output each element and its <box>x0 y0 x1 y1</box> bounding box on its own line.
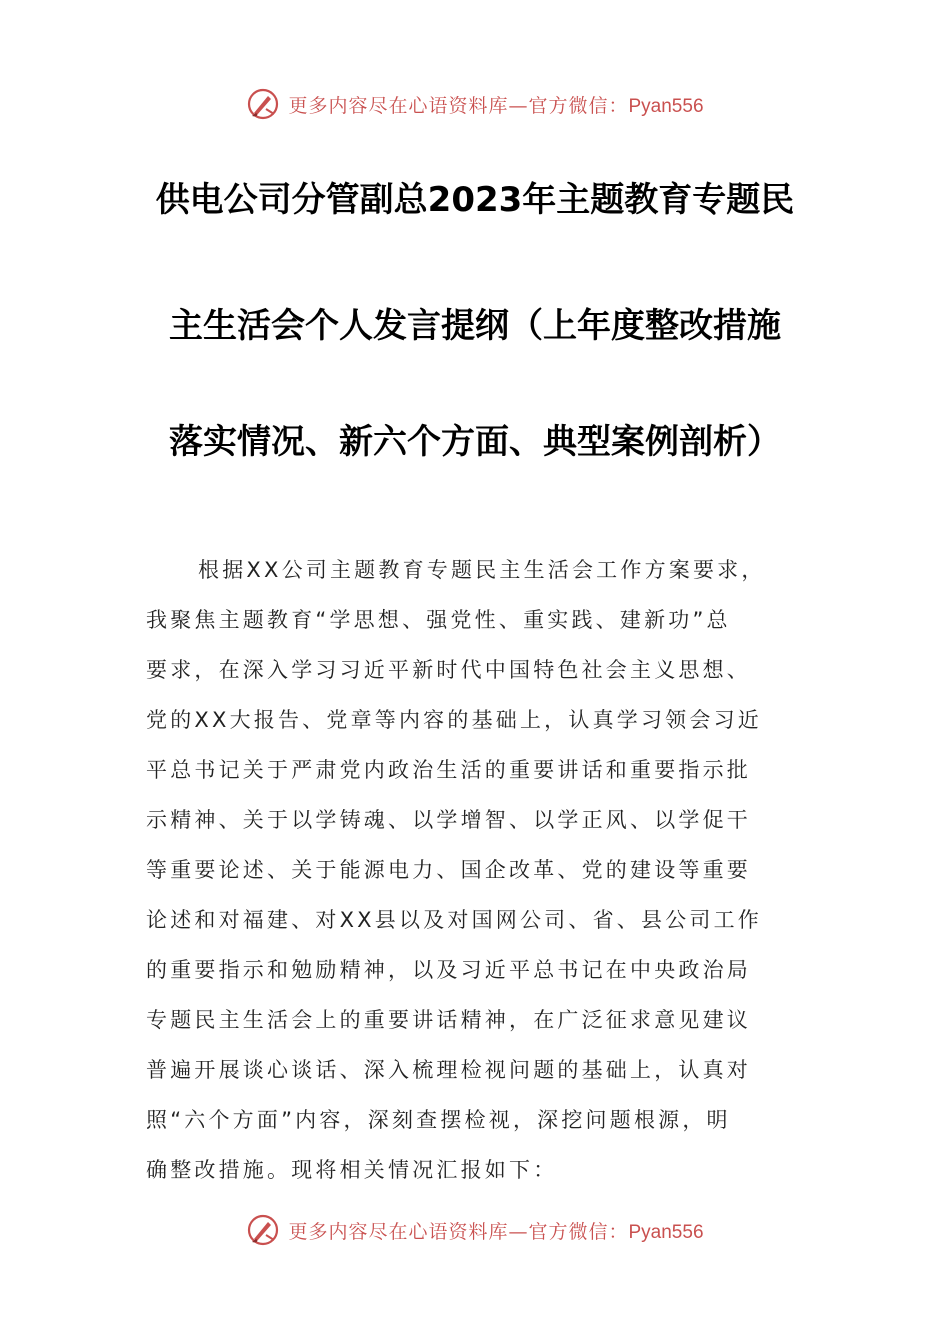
header-watermark <box>0 84 950 124</box>
body-line: 要求，在深入学习习近平新时代中国特色社会主义思想、 <box>146 658 751 682</box>
pen-brush-icon <box>246 1213 280 1247</box>
document-title-line-2: 主生活会个人发言提纲（上年度整改措施 <box>169 306 781 346</box>
pen-brush-icon <box>246 87 280 121</box>
body-line: 专题民主生活会上的重要讲话精神，在广泛征求意见建议 <box>146 1008 751 1032</box>
body-line: 我聚焦主题教育“学思想、强党性、重实践、建新功”总 <box>146 608 731 632</box>
body-line: 论述和对福建、对XX县以及对国网公司、省、县公司工作 <box>146 908 762 932</box>
body-line: 普遍开展谈心谈话、深入梳理检视问题的基础上，认真对 <box>146 1058 751 1082</box>
body-line: 根据XX公司主题教育专题民主生活会工作方案要求， <box>198 558 766 582</box>
body-line: 确整改措施。现将相关情况汇报如下： <box>146 1158 558 1182</box>
body-line: 平总书记关于严肃党内政治生活的重要讲话和重要指示批 <box>146 758 751 782</box>
document-title-line-1: 供电公司分管副总2023年主题教育专题民 <box>155 180 795 220</box>
watermark-text: 更多内容尽在心语资料库—官方微信：Pyan556 <box>288 1220 704 1243</box>
body-line: 等重要论述、关于能源电力、国企改革、党的建设等重要 <box>146 858 751 882</box>
watermark-text: 更多内容尽在心语资料库—官方微信：Pyan556 <box>288 94 704 117</box>
footer-watermark <box>0 1210 950 1250</box>
body-line: 示精神、关于以学铸魂、以学增智、以学正风、以学促干 <box>146 808 751 832</box>
body-line: 党的XX大报告、党章等内容的基础上，认真学习领会习近 <box>146 708 762 732</box>
body-line: 的重要指示和勉励精神，以及习近平总书记在中央政治局 <box>146 958 751 982</box>
body-line: 照“六个方面”内容，深刻查摆检视，深挖问题根源，明 <box>146 1108 731 1132</box>
document-title-line-3: 落实情况、新六个方面、典型案例剖析） <box>169 422 781 462</box>
